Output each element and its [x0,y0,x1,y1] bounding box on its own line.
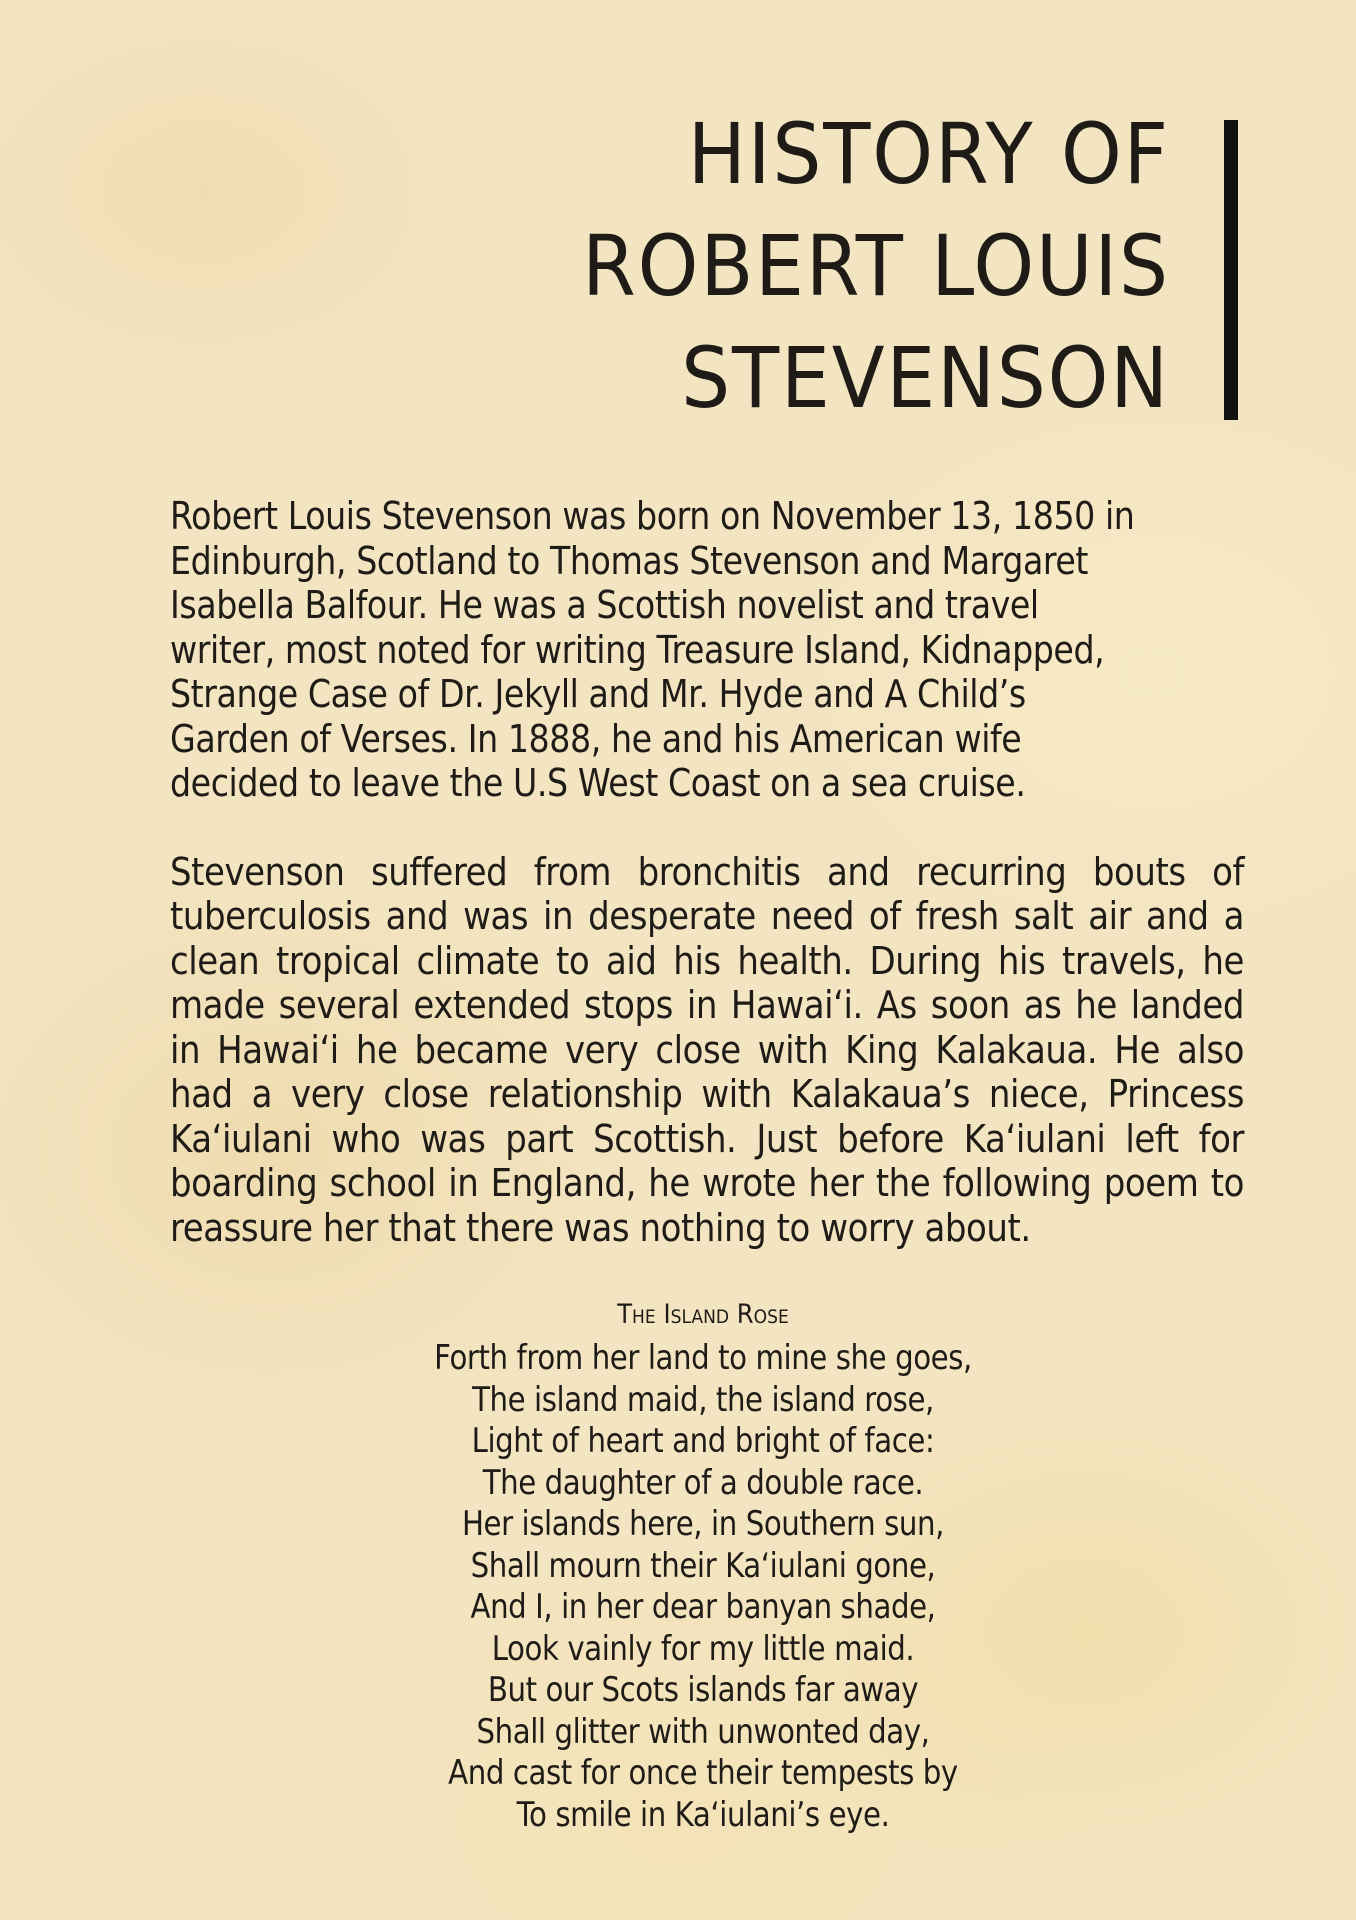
poem-line: The island maid, the island rose, [472,1379,934,1420]
body-text [170,494,1242,1294]
poem-line: Forth from her land to mine she goes, [434,1338,972,1378]
poem [378,1292,1028,1836]
poem-line: Shall mourn their Ka‘iulani gone, [470,1545,936,1586]
poem-line: Look vainly for my little maid. [491,1628,915,1669]
title-line-1: HISTORY OF [687,105,1170,203]
poem-title: The Island Rose [617,1299,789,1330]
page-title [582,98,1170,434]
poem-line: And I, in her dear banyan shade, [470,1587,936,1627]
poem-line: And cast for once their tempests by [448,1753,958,1793]
paragraph-hawaii: Stevenson suffered from bronchitis and recurring bouts of tuberculosis and was in desperate need of fresh salt air and a clean tropical climate to aid his health. During his travels, he made several extended stops in Hawai‘i. As soon as he landed in Hawai‘i he became very close with King Kalakaua. He also had a very close relationship with Kalakaua’s niece, Princess Ka‘iulani who was part Scottish. Just before Ka‘iulani left for boarding school in England, he wrote her the following poem to reassure her that there was nothing to worry about. [170,849,1244,1250]
poem-line: Her islands here, in Southern sun, [461,1504,945,1544]
title-line-2: ROBERT LOUIS [582,217,1170,315]
title-line-3: STEVENSON [681,329,1170,427]
title-accent-bar [1224,120,1238,420]
paragraph-biography: Robert Louis Stevenson was born on November 13, 1850 in Edinburgh, Scotland to Thomas Stevenson and Margaret Isabella Balfour. He was a Scottish novelist and travel writer, most noted for writing Treasure Island, Kidnapped, Strange Case of Dr. Jekyll and Mr. Hyde and A Child’s Garden of Verses. In 1888, he and his American wife decided to leave the U.S West Coast on a sea cruise. [170,494,1135,805]
poem-line: The daughter of a double race. [482,1462,924,1503]
poem-line: Shall glitter with unwonted day, [476,1711,930,1752]
poem-line: Light of heart and bright of face: [471,1421,935,1461]
poem-line: To smile in Ka‘iulani’s eye. [516,1794,890,1835]
poem-line: But our Scots islands far away [487,1670,919,1710]
